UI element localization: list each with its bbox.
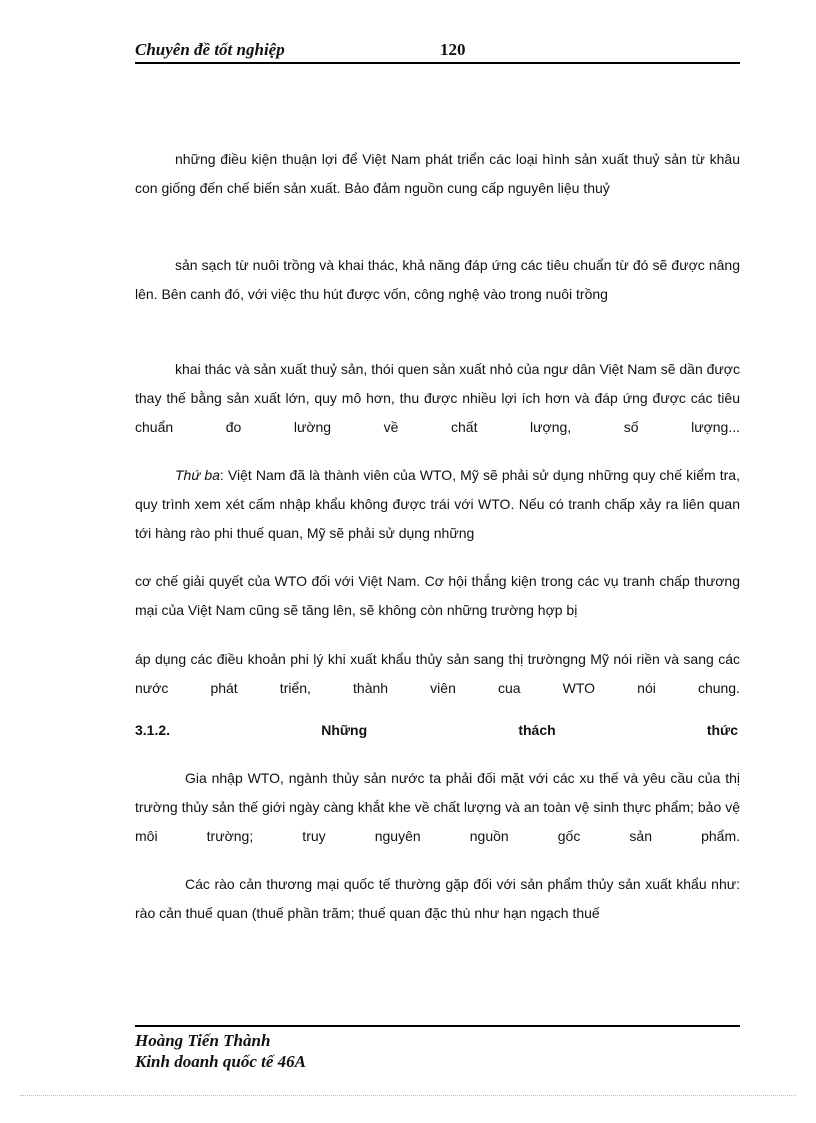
section-word: Những: [321, 722, 368, 738]
section-word: thức: [706, 722, 738, 738]
page-footer: [135, 1030, 306, 1072]
body-block-3: [135, 355, 740, 442]
paragraph: Các rào cản thương mại quốc tế thường gặp đối với sản phẩm thủy sản xuất khẩu như: rào cản thuế quan (thuế phần trăm; thuế quan đặc thù như hạn ngạch thuế: [135, 876, 740, 921]
footer-divider: [135, 1025, 740, 1027]
page-header: [135, 40, 740, 64]
paragraph: khai thác và sản xuất thuỷ sản, thói quen sản xuất nhỏ của ngư dân Việt Nam sẽ dần được thay thế bằng sản xuất lớn, quy mô hơn, thu được nhiều lợi ích hơn và đáp ứng được các tiêu chuẩn đo lường về chất lượng, số lượng...: [135, 361, 740, 435]
section-heading: [135, 722, 738, 738]
paragraph: những điều kiện thuận lợi để Việt Nam phát triển các loại hình sản xuất thuỷ sản từ khâu con giống đến chế biến sản xuất. Bảo đảm nguồn cung cấp nguyên liệu thuỷ: [135, 151, 740, 196]
body-block-7: [135, 764, 740, 851]
body-block-2: [135, 251, 740, 309]
class-name: Kinh doanh quốc tế 46A: [135, 1052, 306, 1071]
paragraph: cơ chế giải quyết của WTO đối với Việt Nam. Cơ hội thắng kiện trong các vụ tranh chấp thương mại của Việt Nam cũng sẽ tăng lên, sẽ không còn những trường hợp bị: [135, 573, 740, 618]
author-name: Hoàng Tiến Thành: [135, 1031, 271, 1050]
paragraph: [135, 461, 740, 548]
paragraph: sản sạch từ nuôi trồng và khai thác, khả năng đáp ứng các tiêu chuẩn từ đó sẽ được nâng lên. Bên canh đó, với việc thu hút được vốn, công nghệ vào trong nuôi trồng: [135, 257, 740, 302]
page-number: 120: [440, 40, 466, 59]
paragraph: Gia nhập WTO, ngành thủy sản nước ta phải đối mặt với các xu thế và yêu cầu của thị trường thủy sản thế giới ngày càng khắt khe về chất lượng và an toàn vệ sinh thực phẩm; bảo vệ môi trường; truy nguyên nguồn gốc sản phẩm.: [135, 770, 740, 844]
emphasis-lead: Thứ ba: [175, 467, 220, 483]
body-block-1: [135, 145, 740, 203]
body-block-6: [135, 645, 740, 703]
section-number: 3.1.2.: [135, 722, 171, 738]
page-edge-divider: [20, 1095, 796, 1096]
paragraph: áp dụng các điều khoản phi lý khi xuất khẩu thủy sản sang thị trườngng Mỹ nói riền và sang các nước phát triển, thành viên cua WTO nói chung.: [135, 651, 740, 696]
body-block-5: [135, 567, 740, 625]
section-word: thách: [518, 722, 556, 738]
document-title: Chuyên đề tốt nghiệp: [135, 40, 285, 59]
paragraph-text: : Việt Nam đã là thành viên của WTO, Mỹ sẽ phải sử dụng những quy chế kiểm tra, quy trình xem xét cấm nhập khẩu không được trái với WTO. Nếu có tranh chấp xảy ra liên quan tới hàng rào phi thuế quan, Mỹ sẽ phải sử dụng những: [135, 467, 740, 541]
body-block-4: [135, 461, 740, 548]
body-block-8: [135, 870, 740, 928]
